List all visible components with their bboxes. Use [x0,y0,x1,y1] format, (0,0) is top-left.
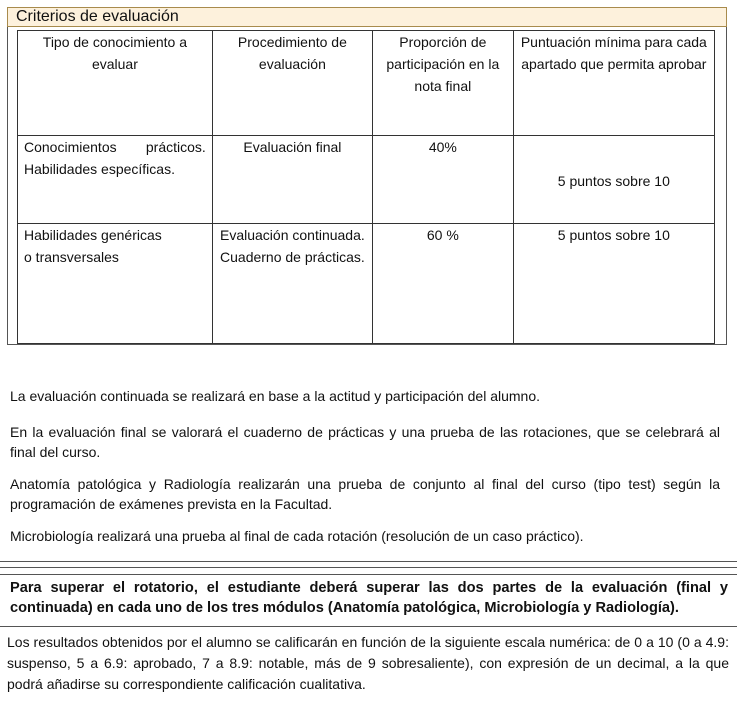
cell-knowledge-type-line1: Conocimientos prácticos. [24,139,206,155]
cell-proportion: 40% [372,136,513,224]
section-title: Criterios de evaluación [7,7,727,27]
evaluation-criteria-table [17,30,715,344]
pass-requirement-text: Para superar el rotatorio, el estudiante deberá superar las dos partes de la evaluación (final y continuada) en cada uno de los tres módulos (Anatomía patológica, Microbiología y Radiología). [10,580,728,616]
note-microbiology: Microbiología realizará una prueba al final de cada rotación (resolución de un caso práctico). [10,528,584,544]
header-cell-procedure: Procedimiento de evaluación [212,31,372,136]
note-continuous-evaluation: La evaluación continuada se realizará en base a la actitud y participación del alumno. [10,388,541,404]
cell-knowledge-type [18,136,213,224]
divider-line [0,574,737,575]
cell-procedure: Evaluación final [212,136,372,224]
header-cell-minimum: Puntuación mínima para cada apartado que permita aprobar [513,31,714,136]
header-cell-proportion: Proporción de participación en la nota final [372,31,513,136]
cell-knowledge-type-line2: o transversales [24,249,119,265]
divider-line [0,626,737,627]
divider-line [0,561,737,562]
table-row [18,224,715,344]
cell-knowledge-type-line2: Habilidades específicas. [24,161,175,177]
table-header-row [18,31,715,136]
cell-minimum-score: 5 puntos sobre 10 [513,224,714,344]
cell-knowledge-type [18,224,213,344]
grading-scale-text: Los resultados obtenidos por el alumno se calificarán en función de la siguiente escala numérica: de 0 a 10 (0 a 4.9: suspenso, 5 a 6.9: aprobado, 7 a 8.9: notable, más de 9 sobresaliente), con expresión de un decimal, a la que podrá añadirse su correspondiente calificación cualitativa. [7,634,729,692]
header-cell-type: Tipo de conocimiento a evaluar [18,31,213,136]
note-pathology-radiology: Anatomía patológica y Radiología realizarán una prueba de conjunto al final del curso (tipo test) según la programación de exámenes prevista en la Facultad. [10,476,720,512]
cell-proportion: 60 % [372,224,513,344]
table-row [18,136,715,224]
cell-procedure: Evaluación continuada. Cuaderno de prácticas. [212,224,372,344]
note-final-evaluation: En la evaluación final se valorará el cuaderno de prácticas y una prueba de las rotaciones, que se celebrará al final del curso. [10,424,720,460]
cell-minimum-score: 5 puntos sobre 10 [513,136,714,224]
divider-line [0,567,737,568]
cell-knowledge-type-line1: Habilidades genéricas [24,227,162,243]
